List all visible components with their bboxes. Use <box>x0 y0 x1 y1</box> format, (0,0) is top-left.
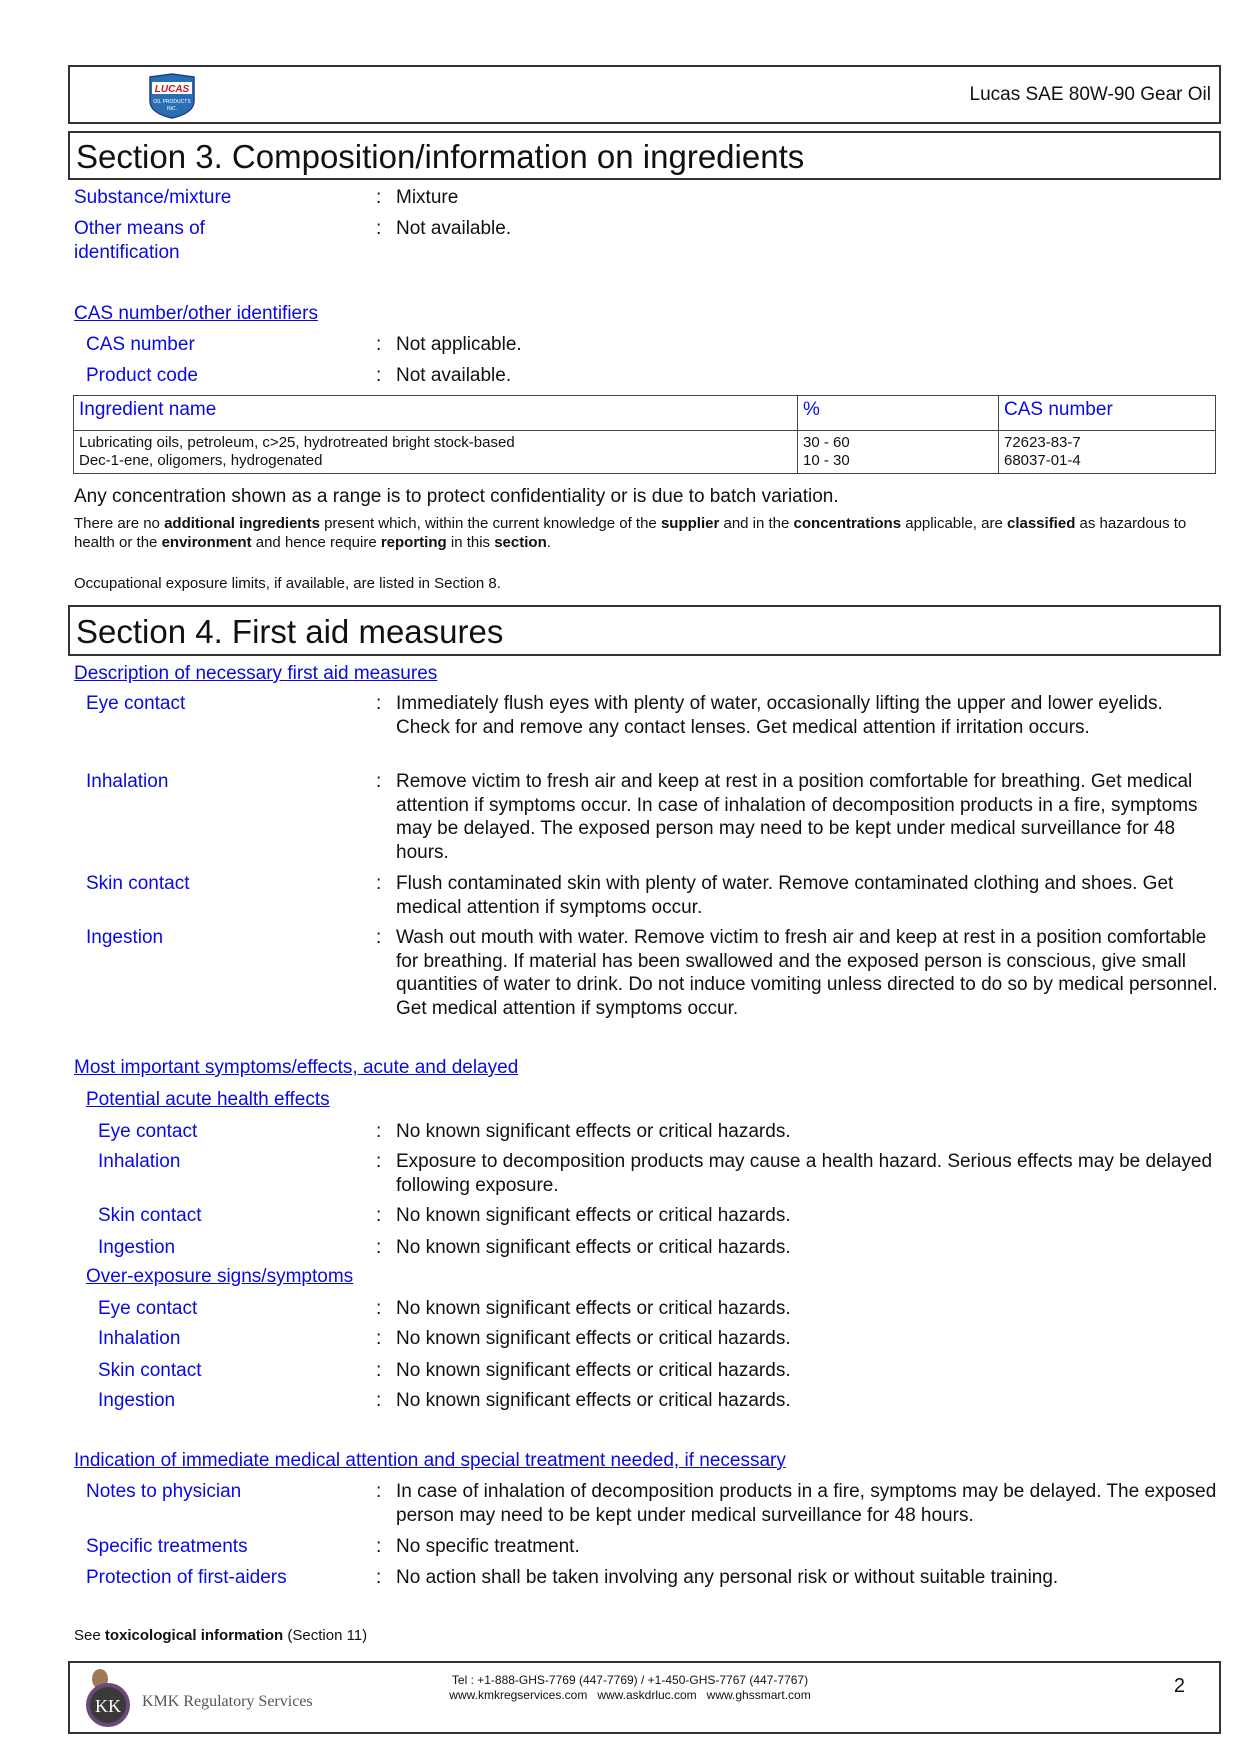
table-header-row <box>74 396 1216 431</box>
ingredient-percent: 30 - 60 <box>803 434 850 451</box>
ingredient-percent: 10 - 30 <box>803 452 850 469</box>
specific-treatments-value: No specific treatment. <box>396 1536 580 1557</box>
ingredients-table <box>73 395 1216 474</box>
product-code-label: Product code <box>86 365 198 386</box>
section-4-header <box>68 605 1221 656</box>
colon: : <box>376 1121 382 1142</box>
ingredient-cas-number: 72623-83-7 <box>1004 434 1081 451</box>
other-means-label: Other means of identification <box>74 218 205 263</box>
notes-physician-value: In case of inhalation of decomposition products in a fire, symptoms may be delayed. The exposed person may need to be kept under medical surveillance for 48 hours. <box>396 1481 1217 1526</box>
indication-heading: Indication of immediate medical attention and special treatment needed, if necessary <box>74 1450 786 1471</box>
range-note: Any concentration shown as a range is to protect confidentiality or is due to batch variation. <box>74 486 839 507</box>
skin-contact-label: Skin contact <box>86 873 190 894</box>
colon: : <box>376 1360 382 1381</box>
acute-inhalation-label: Inhalation <box>98 1151 181 1172</box>
substance-mixture-label: Substance/mixture <box>74 187 232 208</box>
colon: : <box>376 187 382 208</box>
ingredient-names <box>74 431 798 474</box>
ingestion-value: Wash out mouth with water. Remove victim to fresh air and keep at rest in a position comfortable for breathing. If material has been swallowed and the exposed person is conscious, give small quantities of water to drink. Do not induce vomiting unless directed to do so by medical personnel. Get medical attention if symptoms occur. <box>396 927 1218 1019</box>
eye-contact-label: Eye contact <box>86 693 186 714</box>
over-eye-value: No known significant effects or critical hazards. <box>396 1298 791 1319</box>
kmk-company-name: KMK Regulatory Services <box>142 1693 313 1710</box>
eye-contact-value: Immediately flush eyes with plenty of water, occasionally lifting the upper and lower eyelids. Check for and remove any contact lenses. Get medical attention if irritation occurs. <box>396 693 1163 738</box>
other-means-value: Not available. <box>396 218 512 239</box>
inhalation-label: Inhalation <box>86 771 169 792</box>
skin-contact-value: Flush contaminated skin with plenty of water. Remove contaminated clothing and shoes. Get medical attention if symptoms occur. <box>396 873 1174 918</box>
acute-skin-value: No known significant effects or critical hazards. <box>396 1205 791 1226</box>
additional-ingredients-note: There are no additional ingredients present which, within the current knowledge of the supplier and in the concentrations applicable, are classified as hazardous to health or the environment and hence require reporting in this section. <box>74 515 1187 551</box>
specific-treatments-label: Specific treatments <box>86 1536 248 1557</box>
colon: : <box>376 1536 382 1557</box>
colon: : <box>376 1567 382 1588</box>
ingredient-cas-number: 68037-01-4 <box>1004 452 1081 469</box>
over-ingestion-label: Ingestion <box>98 1390 176 1411</box>
colon: : <box>376 693 382 714</box>
colon: : <box>376 1237 382 1258</box>
header-percent: % <box>798 396 999 431</box>
svg-text:OIL PRODUCTS: OIL PRODUCTS <box>153 99 191 105</box>
over-inhalation-label: Inhalation <box>98 1328 181 1349</box>
over-inhalation-value: No known significant effects or critical hazards. <box>396 1328 791 1349</box>
colon: : <box>376 1205 382 1226</box>
notes-physician-label: Notes to physician <box>86 1481 242 1502</box>
cas-number-label: CAS number <box>86 334 195 355</box>
colon: : <box>376 218 382 239</box>
page-number: 2 <box>1173 1675 1185 1697</box>
colon: : <box>376 1481 382 1502</box>
cas-identifiers-heading: CAS number/other identifiers <box>74 303 318 324</box>
protection-first-aiders-label: Protection of first-aiders <box>86 1567 287 1588</box>
svg-text:KK: KK <box>95 1696 121 1716</box>
colon: : <box>376 1328 382 1349</box>
footer-contact <box>370 1673 890 1703</box>
over-skin-value: No known significant effects or critical hazards. <box>396 1360 791 1381</box>
over-eye-label: Eye contact <box>98 1298 198 1319</box>
colon: : <box>376 334 382 355</box>
acute-eye-label: Eye contact <box>98 1121 198 1142</box>
page-header <box>68 65 1221 124</box>
footer-web: www.kmkregservices.com www.askdrluc.com www.ghssmart.com <box>449 1688 811 1702</box>
product-code-value: Not available. <box>396 365 512 386</box>
colon: : <box>376 1390 382 1411</box>
ingredient-name: Dec-1-ene, oligomers, hydrogenated <box>79 452 323 469</box>
page-footer <box>68 1661 1221 1734</box>
section-4-title: Section 4. First aid measures <box>76 613 504 650</box>
protection-first-aiders-value: No action shall be taken involving any personal risk or without suitable training. <box>396 1567 1059 1588</box>
acute-skin-label: Skin contact <box>98 1205 202 1226</box>
ingredient-name: Lubricating oils, petroleum, c>25, hydrotreated bright stock-based <box>79 434 515 451</box>
description-heading: Description of necessary first aid measures <box>74 663 438 684</box>
colon: : <box>376 873 382 894</box>
lucas-logo-icon <box>144 73 200 119</box>
substance-mixture-value: Mixture <box>396 187 459 208</box>
oel-note: Occupational exposure limits, if available, are listed in Section 8. <box>74 575 501 592</box>
cas-number-value: Not applicable. <box>396 334 522 355</box>
acute-ingestion-value: No known significant effects or critical hazards. <box>396 1237 791 1258</box>
colon: : <box>376 1298 382 1319</box>
kmk-logo-icon <box>84 1667 136 1729</box>
product-name: Lucas SAE 80W-90 Gear Oil <box>969 84 1211 105</box>
colon: : <box>376 365 382 386</box>
inhalation-value: Remove victim to fresh air and keep at rest in a position comfortable for breathing. Get medical attention if symptoms occur. In case of inhalation of decomposition products in a fire, symptoms may be delayed. The exposed person may need to be kept under medical surveillance for 48 hours. <box>396 771 1198 863</box>
header-cas-number: CAS number <box>999 396 1216 431</box>
svg-text:INC.: INC. <box>167 106 177 112</box>
acute-ingestion-label: Ingestion <box>98 1237 176 1258</box>
see-toxicological-note: See toxicological information (Section 11) <box>74 1627 368 1644</box>
footer-tel: Tel : +1-888-GHS-7769 (447-7769) / +1-450-GHS-7767 (447-7767) <box>451 1673 809 1687</box>
ingredient-percents <box>798 431 999 474</box>
symptoms-heading: Most important symptoms/effects, acute and delayed <box>74 1057 519 1078</box>
section-3-header <box>68 131 1221 180</box>
table-row <box>74 431 1216 474</box>
ingredient-cas <box>999 431 1216 474</box>
acute-effects-heading: Potential acute health effects <box>86 1089 330 1110</box>
ingestion-label: Ingestion <box>86 927 164 948</box>
colon: : <box>376 771 382 792</box>
acute-inhalation-value: Exposure to decomposition products may cause a health hazard. Serious effects may be delayed following exposure. <box>396 1151 1213 1196</box>
svg-text:LUCAS: LUCAS <box>154 84 190 95</box>
colon: : <box>376 927 382 948</box>
over-ingestion-value: No known significant effects or critical hazards. <box>396 1390 791 1411</box>
over-skin-label: Skin contact <box>98 1360 202 1381</box>
overexposure-heading: Over-exposure signs/symptoms <box>86 1266 354 1287</box>
colon: : <box>376 1151 382 1172</box>
acute-eye-value: No known significant effects or critical hazards. <box>396 1121 791 1142</box>
section-3-title: Section 3. Composition/information on ingredients <box>76 138 805 175</box>
header-ingredient-name: Ingredient name <box>74 396 798 431</box>
